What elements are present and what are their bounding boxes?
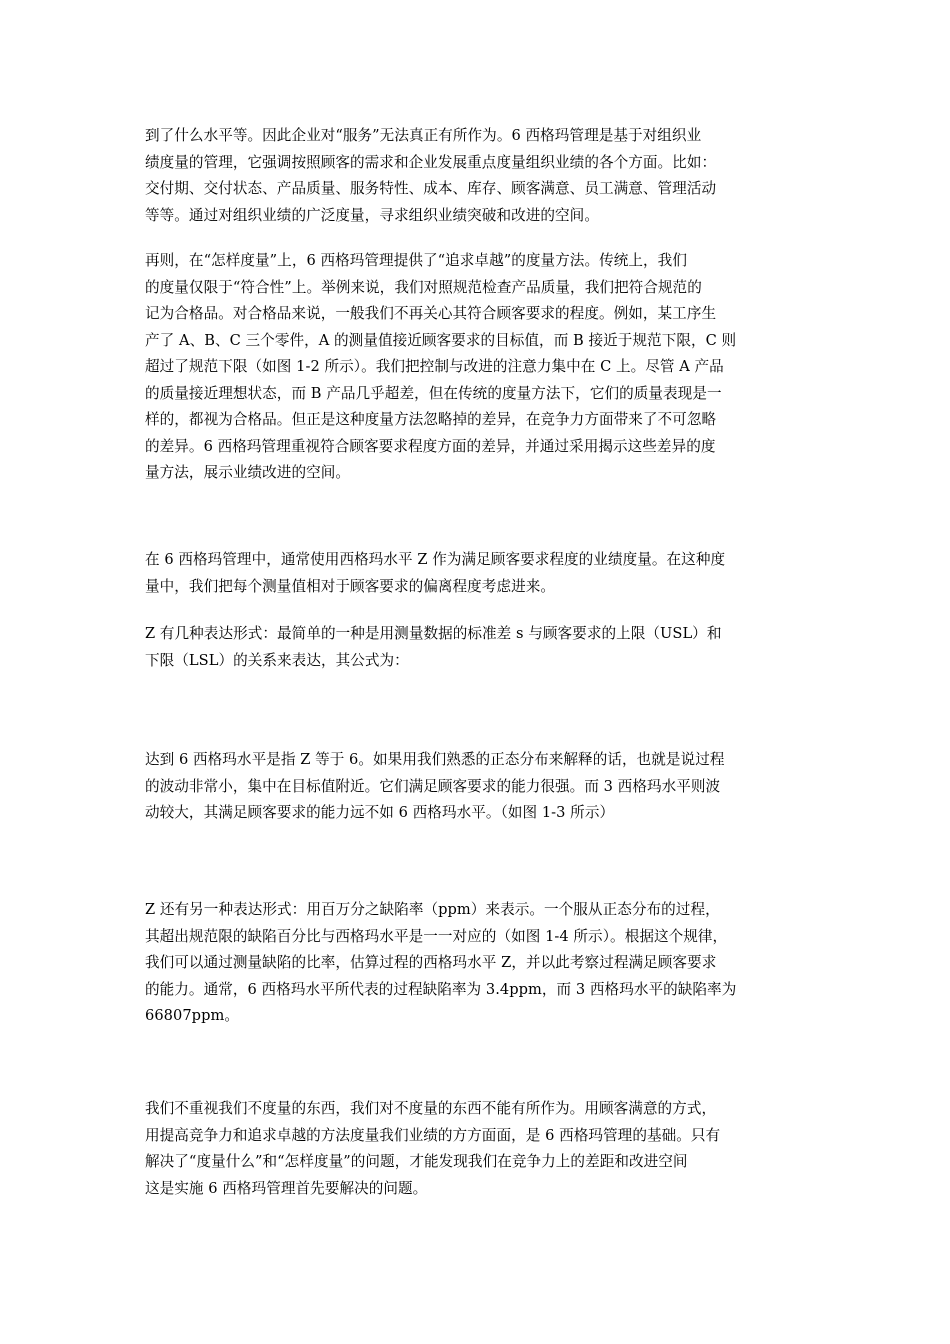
paragraph-z-formula-intro: Z 有几种表达形式：最简单的一种是用测量数据的标准差 s 与顾客要求的上限（USL）和 下限（LSL）的关系来表达，其公式为： bbox=[145, 625, 722, 669]
paragraph-ppm-defect-rate: Z 还有另一种表达形式：用百万分之缺陷率（ppm）来表示。一个服从正态分布的过程， 其超出规范限的缺陷百分比与西格玛水平是一一对应的（如图 1-4 所示）。根据这个规律， 我们可以通过测量缺陷的比率，估算过程的西格玛水平 Z，并以此考察过程满足顾客要求 的能力。通常，6 西格玛水平所代表的过程缺陷率为 3.4ppm，而 3 西格玛水平的缺陷率为 66807ppm。 bbox=[145, 901, 737, 1024]
paragraph-sigma-level-z: 在 6 西格玛管理中，通常使用西格玛水平 Z 作为满足顾客要求程度的业绩度量。在这种度 量中，我们把每个测量值相对于顾客要求的偏离程度考虑进来。 bbox=[145, 551, 726, 595]
paragraph-six-sigma-meaning: 达到 6 西格玛水平是指 Z 等于 6。如果用我们熟悉的正态分布来解释的话，也就是说过程 的波动非常小，集中在目标值附近。它们满足顾客要求的能力很强。而 3 西格玛水平则波 动较大，其满足顾客要求的能力远不如 6 西格玛水平。（如图 1-3 所示） bbox=[145, 751, 725, 821]
paragraph-performance-measurement: 到了什么水平等。因此企业对“服务”无法真正有所作为。6 西格玛管理是基于对组织业 绩度量的管理，它强调按照顾客的需求和企业发展重点度量组织业绩的各个方面。比如： 交付期、交付状态、产品质量、服务特性、成本、库存、顾客满意、员工满意、管理活动 等等。通过对组织业绩的广泛度量，寻求组织业绩突破和改进的空间。 bbox=[145, 127, 717, 224]
paragraph-how-to-measure: 再则，在“怎样度量”上，6 西格玛管理提供了“追求卓越”的度量方法。传统上，我们 的度量仅限于“符合性”上。举例来说，我们对照规范检查产品质量，我们把符合规范的 记为合格品。对合格品来说，一般我们不再关心其符合顾客要求的程度。例如，某工序生 产了 A、B、C 三个零件，A 的测量值接近顾客要求的目标值，而 B 接近于规范下限，C 则 超过了规范下限（如图 1-2 所示）。我们把控制与改进的注意力集中在 C 上。尽管 A 产品 的质量接近理想状态，而 B 产品几乎超差，但在传统的度量方法下，它们的质量表现是一 样的，都视为合格品。但正是这种度量方法忽略掉的差异，在竞争力方面带来了不可忽略 的差异。6 西格玛管理重视符合顾客要求程度方面的差异，并通过采用揭示这些差异的度 量方法，展示业绩改进的空间。 bbox=[145, 252, 737, 481]
paragraph-conclusion: 我们不重视我们不度量的东西，我们对不度量的东西不能有所作为。用顾客满意的方式， 用提高竞争力和追求卓越的方法度量我们业绩的方方面面，是 6 西格玛管理的基础。只有 解决了“度量什么”和“怎样度量”的问题，才能发现我们在竞争力上的差距和改进空间 这是实施 6 西格玛管理首先要解决的问题。 bbox=[145, 1100, 721, 1197]
